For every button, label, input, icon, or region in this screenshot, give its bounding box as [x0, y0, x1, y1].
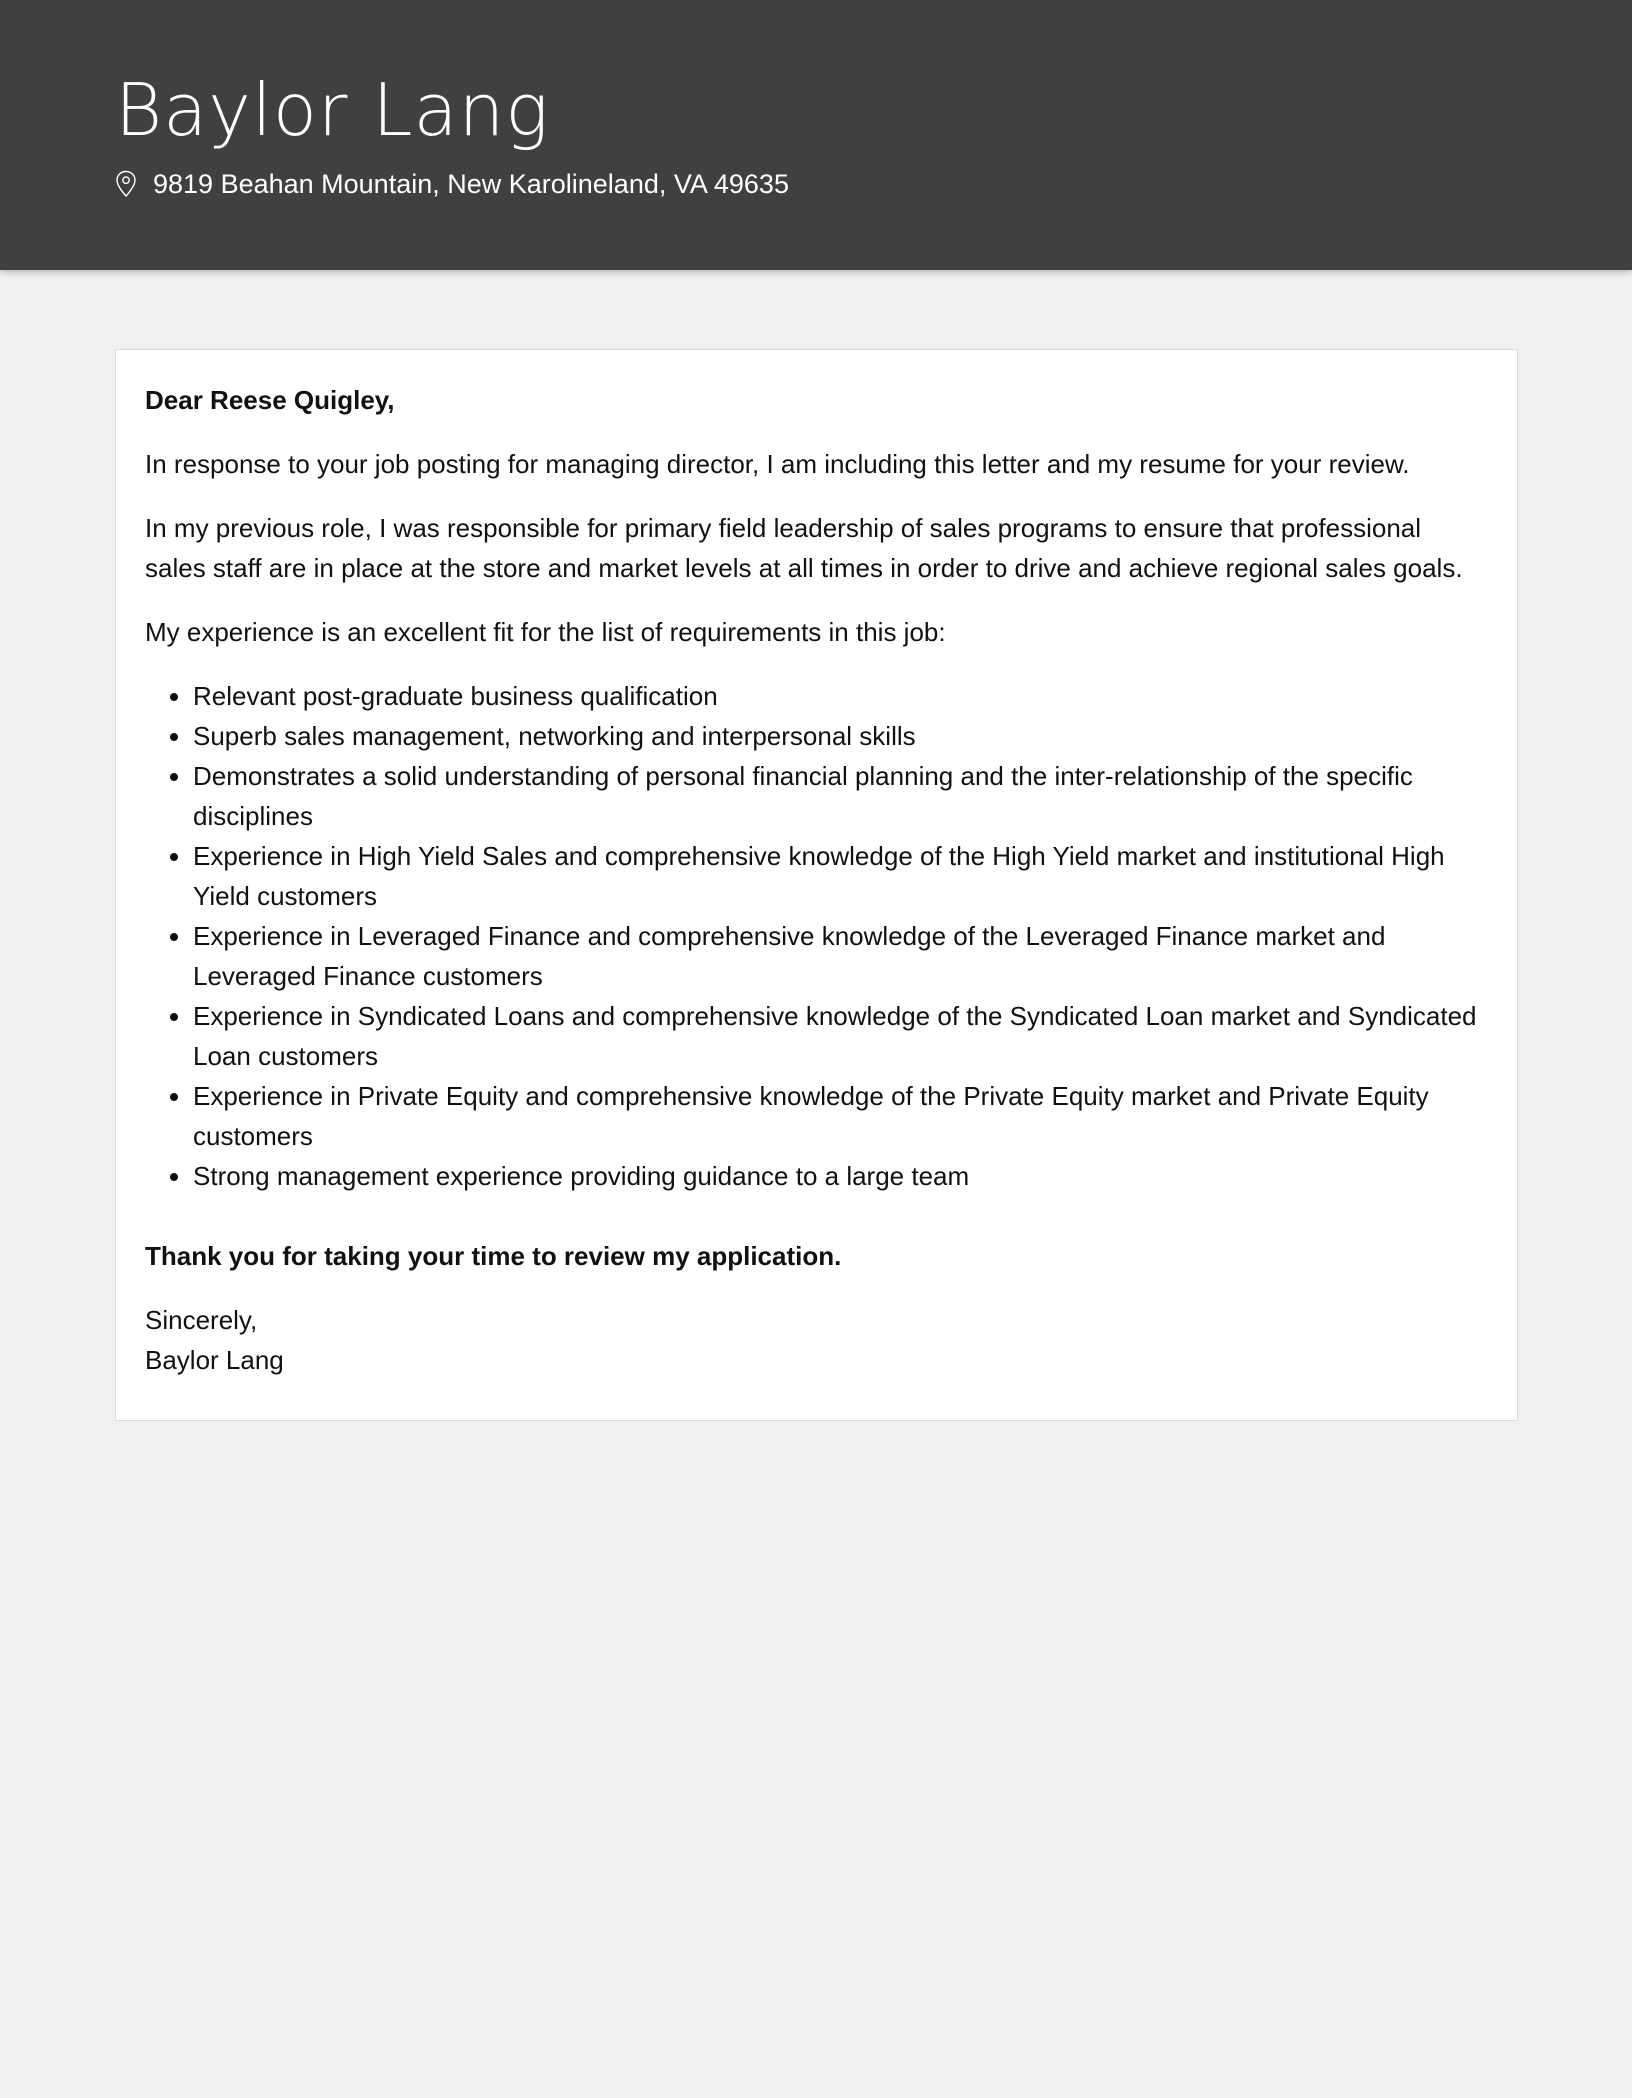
- experience-paragraph: In my previous role, I was responsible for primary field leadership of sales programs to ensure that professional sales staff are in place at the store and market levels at all times in order to drive and achieve regional sales goals.: [145, 513, 1463, 583]
- applicant-name: Baylor Lang: [115, 68, 550, 152]
- signoff: [145, 1300, 1488, 1380]
- list-item: • Superb sales management, networking and interpersonal skills: [193, 716, 1488, 756]
- list-item: • Relevant post-graduate business qualification: [193, 676, 1488, 716]
- header-banner: [0, 0, 1632, 270]
- address-text: 9819 Beahan Mountain, New Karolineland, VA 49635: [153, 169, 789, 199]
- map-pin-icon: [115, 169, 139, 199]
- list-item: • Demonstrates a solid understanding of personal financial planning and the inter-relationship of the specific disciplines: [193, 756, 1488, 836]
- address-line: [115, 166, 789, 202]
- requirements-intro: My experience is an excellent fit for the list of requirements in this job:: [145, 617, 946, 647]
- closing-thanks: Thank you for taking your time to review my application.: [145, 1241, 842, 1271]
- list-item: • Strong management experience providing guidance to a large team: [193, 1156, 1488, 1196]
- list-item: • Experience in Leveraged Finance and comprehensive knowledge of the Leveraged Finance market and Leveraged Finance customers: [193, 916, 1488, 996]
- list-item: • Experience in Private Equity and comprehensive knowledge of the Private Equity market and Private Equity customers: [193, 1076, 1488, 1156]
- list-item: • Experience in Syndicated Loans and comprehensive knowledge of the Syndicated Loan market and Syndicated Loan customers: [193, 996, 1488, 1076]
- salutation: Dear Reese Quigley,: [145, 385, 395, 415]
- list-item: • Experience in High Yield Sales and comprehensive knowledge of the High Yield market and institutional High Yield customers: [193, 836, 1488, 916]
- signature-name: Baylor Lang: [145, 1345, 284, 1375]
- signoff-text: Sincerely,: [145, 1305, 258, 1335]
- cover-letter-card: [115, 349, 1518, 1421]
- requirements-list: [145, 676, 1488, 1196]
- intro-paragraph: In response to your job posting for managing director, I am including this letter and my resume for your review.: [145, 449, 1410, 479]
